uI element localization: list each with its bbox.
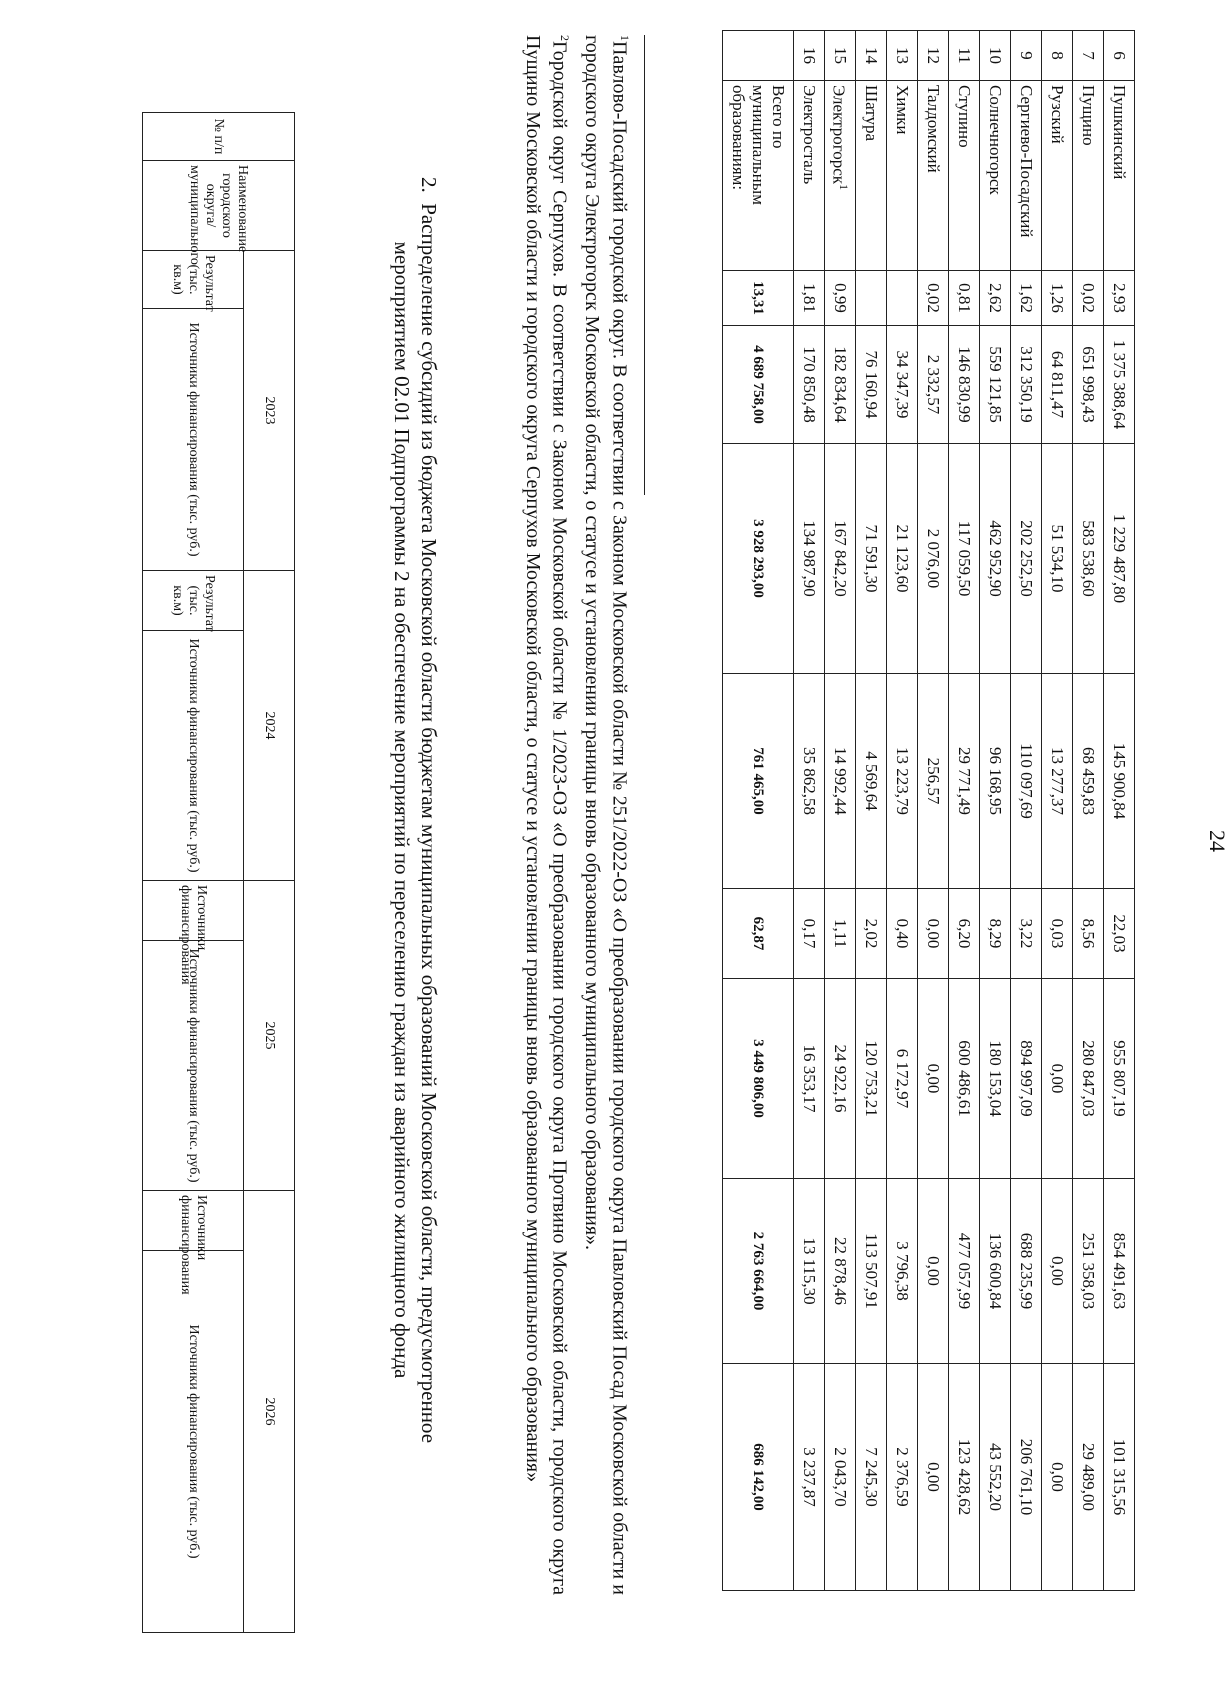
col-number-header: № п/п xyxy=(143,113,295,161)
row-number: 11 xyxy=(949,31,980,81)
value-cell: 76 160,94 xyxy=(856,326,887,444)
value-cell: 0,03 xyxy=(1042,889,1073,979)
sources-short-header-2026: Источники финансирования xyxy=(143,1191,244,1251)
value-cell: 29 489,00 xyxy=(1073,1364,1104,1591)
total-label: Всего по муниципальным образованиям: xyxy=(723,81,794,271)
value-cell: 0,00 xyxy=(918,889,949,979)
value-cell: 256,57 xyxy=(918,674,949,889)
row-number: 6 xyxy=(1104,31,1135,81)
value-cell xyxy=(887,271,918,326)
value-cell: 2,93 xyxy=(1104,271,1135,326)
municipality-name: Ступино xyxy=(949,81,980,271)
footnotes xyxy=(519,35,645,1595)
value-cell: 1,81 xyxy=(794,271,825,326)
value-cell: 854 491,63 xyxy=(1104,1179,1135,1364)
value-cell: 0,81 xyxy=(949,271,980,326)
total-value: 761 465,00 xyxy=(723,674,794,889)
value-cell: 43 552,20 xyxy=(980,1364,1011,1591)
value-cell: 1,26 xyxy=(1042,271,1073,326)
value-cell: 1 375 388,64 xyxy=(1104,326,1135,444)
value-cell: 101 315,56 xyxy=(1104,1364,1135,1591)
row-number: 12 xyxy=(918,31,949,81)
value-cell: 123 428,62 xyxy=(949,1364,980,1591)
sources-header-2025: Источники финансирования (тыс. руб.) xyxy=(143,941,244,1191)
table-row xyxy=(1073,31,1104,1591)
value-cell: 8,29 xyxy=(980,889,1011,979)
value-cell: 64 811,47 xyxy=(1042,326,1073,444)
municipality-name: Электросталь xyxy=(794,81,825,271)
value-cell: 6,20 xyxy=(949,889,980,979)
table-row xyxy=(1104,31,1135,1591)
sources-header-2026: Источники финансирования (тыс. руб.) xyxy=(143,1251,244,1633)
table-row xyxy=(887,31,918,1591)
value-cell: 134 987,90 xyxy=(794,444,825,674)
value-cell xyxy=(856,271,887,326)
value-cell: 206 761,10 xyxy=(1011,1364,1042,1591)
value-cell: 22 878,46 xyxy=(825,1179,856,1364)
value-cell: 167 842,20 xyxy=(825,444,856,674)
row-number xyxy=(723,31,794,81)
year-2024-header: 2024 xyxy=(244,571,295,881)
subsidy-distribution-table-header xyxy=(142,112,295,1633)
municipality-name: Электрогорск$^1$ xyxy=(825,81,856,271)
value-cell: 13 223,79 xyxy=(887,674,918,889)
sources-header-2024: Источники финансирования (тыс. руб.) xyxy=(143,631,244,881)
row-number: 9 xyxy=(1011,31,1042,81)
value-cell: 14 992,44 xyxy=(825,674,856,889)
value-cell: 8,56 xyxy=(1073,889,1104,979)
table-row xyxy=(949,31,980,1591)
row-number: 16 xyxy=(794,31,825,81)
total-value: 62,87 xyxy=(723,889,794,979)
value-cell: 145 900,84 xyxy=(1104,674,1135,889)
total-row xyxy=(723,31,794,1591)
table-row xyxy=(918,31,949,1591)
year-2025-header: 2025 xyxy=(244,881,295,1191)
section-number: 2. xyxy=(417,176,441,193)
value-cell: 16 353,17 xyxy=(794,979,825,1179)
value-cell: 96 168,95 xyxy=(980,674,1011,889)
value-cell: 0,00 xyxy=(1042,1179,1073,1364)
total-value: 3 928 293,00 xyxy=(723,444,794,674)
municipality-name: Шатура xyxy=(856,81,887,271)
col-name-header: Наименование городского округа/муниципального xyxy=(143,161,295,251)
value-cell: 1,11 xyxy=(825,889,856,979)
value-cell: 7 245,30 xyxy=(856,1364,887,1591)
value-cell: 3,22 xyxy=(1011,889,1042,979)
municipality-name: Химки xyxy=(887,81,918,271)
value-cell: 651 998,43 xyxy=(1073,326,1104,444)
value-cell: 4 569,64 xyxy=(856,674,887,889)
value-cell: 0,17 xyxy=(794,889,825,979)
year-2023-header: 2023 xyxy=(244,251,295,571)
municipality-name: Талдомский xyxy=(918,81,949,271)
value-cell: 955 807,19 xyxy=(1104,979,1135,1179)
subsidy-table-continued xyxy=(722,30,1135,1591)
table-row xyxy=(1042,31,1073,1591)
municipality-name: Пушкинский xyxy=(1104,81,1135,271)
value-cell: 22,03 xyxy=(1104,889,1135,979)
value-cell: 24 922,16 xyxy=(825,979,856,1179)
value-cell: 1 229 487,80 xyxy=(1104,444,1135,674)
value-cell: 35 862,58 xyxy=(794,674,825,889)
value-cell: 0,40 xyxy=(887,889,918,979)
row-number: 14 xyxy=(856,31,887,81)
value-cell: 280 847,03 xyxy=(1073,979,1104,1179)
table-row xyxy=(856,31,887,1591)
value-cell: 170 850,48 xyxy=(794,326,825,444)
value-cell: 2 076,00 xyxy=(918,444,949,674)
result-header-2023: Результат (тыс. кв.м) xyxy=(143,251,244,309)
value-cell: 202 252,50 xyxy=(1011,444,1042,674)
value-cell: 29 771,49 xyxy=(949,674,980,889)
footnote-rule xyxy=(644,35,645,495)
value-cell: 2,02 xyxy=(856,889,887,979)
footnote-1: $^1$Павлово-Посадский городской округ. В соответствии с Законом Московской области № 251/2022-ОЗ «О преобразовании городского округа Павловский Посад Московской области и городского округа Электрогорск Московской области, о статусе и установлении границы вновь образованного муниципального образования». xyxy=(581,35,632,1595)
value-cell: 13 115,30 xyxy=(794,1179,825,1364)
value-cell: 0,00 xyxy=(1042,1364,1073,1591)
value-cell: 180 153,04 xyxy=(980,979,1011,1179)
value-cell: 6 172,97 xyxy=(887,979,918,1179)
value-cell: 21 123,60 xyxy=(887,444,918,674)
municipality-name: Солнечногорск xyxy=(980,81,1011,271)
value-cell: 3 237,87 xyxy=(794,1364,825,1591)
row-number: 7 xyxy=(1073,31,1104,81)
value-cell: 51 534,10 xyxy=(1042,444,1073,674)
value-cell: 113 507,91 xyxy=(856,1179,887,1364)
value-cell: 117 059,50 xyxy=(949,444,980,674)
value-cell: 3 796,38 xyxy=(887,1179,918,1364)
value-cell: 71 591,30 xyxy=(856,444,887,674)
value-cell: 34 347,39 xyxy=(887,326,918,444)
total-value: 2 763 664,00 xyxy=(723,1179,794,1364)
value-cell: 2 332,57 xyxy=(918,326,949,444)
value-cell: 0,00 xyxy=(918,979,949,1179)
value-cell: 0,00 xyxy=(1042,979,1073,1179)
row-number: 10 xyxy=(980,31,1011,81)
page-number: 24 xyxy=(1205,830,1230,852)
value-cell: 13 277,37 xyxy=(1042,674,1073,889)
value-cell: 120 753,21 xyxy=(856,979,887,1179)
value-cell: 0,00 xyxy=(918,1364,949,1591)
value-cell: 600 486,61 xyxy=(949,979,980,1179)
table-row xyxy=(794,31,825,1591)
year-2026-header: 2026 xyxy=(244,1191,295,1633)
value-cell: 477 057,99 xyxy=(949,1179,980,1364)
total-value: 13,31 xyxy=(723,271,794,326)
section-heading: 2. Распределение субсидий из бюджета Московской области бюджетам муниципальных образований Московской области, предусмотренное мероприятием 02.01 Подпрограммы 2 на обеспечение мероприятий по переселению граждан из аварийного жилищного фонда xyxy=(390,176,441,1444)
value-cell: 2 043,70 xyxy=(825,1364,856,1591)
value-cell: 462 952,90 xyxy=(980,444,1011,674)
footnote-2: $^2$Городской округ Серпухов. В соответствии с Законом Московской области № 1/2023-ОЗ «О преобразовании городского округа Протвино Московской области, городского округа Пущино Московской области и городского округа Серпухов Московской области, о статусе и установлении границы вновь образованного муниципального образования» xyxy=(521,35,573,1595)
table-row xyxy=(825,31,856,1591)
value-cell: 2,62 xyxy=(980,271,1011,326)
value-cell: 894 997,09 xyxy=(1011,979,1042,1179)
row-number: 15 xyxy=(825,31,856,81)
value-cell: 68 459,83 xyxy=(1073,674,1104,889)
value-cell: 110 097,69 xyxy=(1011,674,1042,889)
value-cell: 146 830,99 xyxy=(949,326,980,444)
row-number: 8 xyxy=(1042,31,1073,81)
value-cell: 182 834,64 xyxy=(825,326,856,444)
value-cell: 136 600,84 xyxy=(980,1179,1011,1364)
value-cell: 2 376,59 xyxy=(887,1364,918,1591)
municipality-name: Сергиево-Посадский xyxy=(1011,81,1042,271)
value-cell: 0,02 xyxy=(1073,271,1104,326)
total-value: 4 689 758,00 xyxy=(723,326,794,444)
sources-header-2023: Источники финансирования (тыс. руб.) xyxy=(143,309,244,571)
result-header-2024: Результат (тыс. кв.м) xyxy=(143,571,244,631)
municipality-name: Пущино xyxy=(1073,81,1104,271)
value-cell: 583 538,60 xyxy=(1073,444,1104,674)
total-value: 686 142,00 xyxy=(723,1364,794,1591)
value-cell: 1,62 xyxy=(1011,271,1042,326)
value-cell: 559 121,85 xyxy=(980,326,1011,444)
value-cell: 251 358,03 xyxy=(1073,1179,1104,1364)
row-number: 13 xyxy=(887,31,918,81)
total-value: 3 449 806,00 xyxy=(723,979,794,1179)
value-cell: 312 350,19 xyxy=(1011,326,1042,444)
value-cell: 688 235,99 xyxy=(1011,1179,1042,1364)
municipality-name: Рузский xyxy=(1042,81,1073,271)
sources-short-header-2025: Источники финансирования xyxy=(143,881,244,941)
table-row xyxy=(980,31,1011,1591)
table-row xyxy=(1011,31,1042,1591)
value-cell: 0,02 xyxy=(918,271,949,326)
value-cell: 0,99 xyxy=(825,271,856,326)
value-cell: 0,00 xyxy=(918,1179,949,1364)
